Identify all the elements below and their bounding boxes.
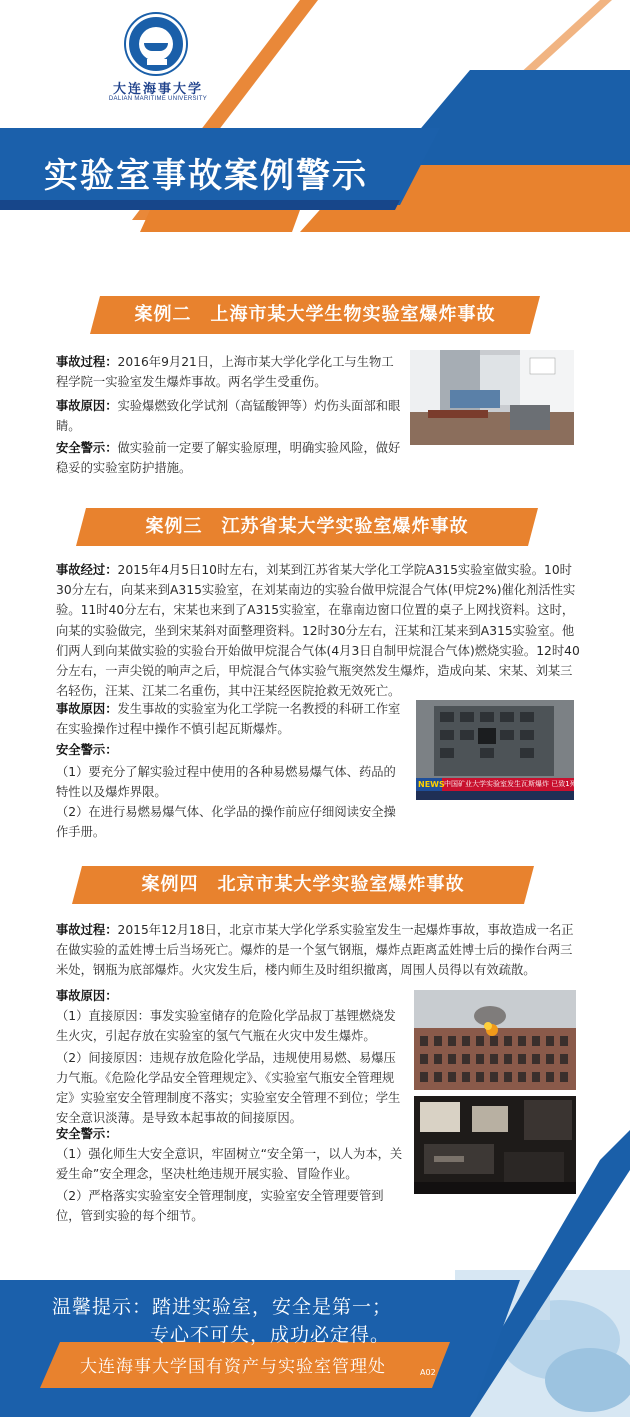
- case2-warning: [56, 438, 402, 478]
- case3-cause-label: 事故原因：: [56, 702, 118, 716]
- case4-cause-label: 事故原因：: [56, 989, 118, 1003]
- university-name: 大连海事大学: [112, 82, 203, 97]
- case2-warning-text: 做实验前一定要了解实验原理，明确实验风险，做好稳妥的实验室防护措施。: [56, 441, 401, 475]
- case3-banner-text: 案例三 江苏省某大学实验室爆炸事故: [145, 516, 469, 537]
- case4-banner-text: 案例四 北京市某大学实验室爆炸事故: [141, 874, 465, 895]
- case3-warning-label-row: [56, 740, 408, 760]
- case2-cause: [56, 396, 402, 436]
- case4-cause-label-row: [56, 986, 408, 1006]
- case3-banner: [76, 508, 538, 546]
- university-name-en: DALIAN MARITIME UNIVERSITY: [108, 96, 208, 102]
- case4-banner: [72, 866, 534, 904]
- case4-warning-label: 安全警示：: [56, 1127, 118, 1141]
- case4-cause-1: （1）直接原因：事发实验室储存的危险化学品叔丁基锂燃烧发生火灾，引起存放在实验室的氢气气瓶在火灾中发生爆炸。: [56, 1009, 396, 1043]
- news-logo: NEWS: [418, 780, 445, 789]
- case4-cause-2: （2）间接原因：违规存放危险化学品，违规使用易燃、易爆压力气瓶。《危险化学品安全管理规定》、《实验室气瓶安全管理规定》实验室安全管理制度不落实；实验室安全管理不到位；学生安全意识淡薄。是导致本起事故的间接原因。: [56, 1051, 401, 1125]
- case4-burned-lab-photo: [414, 1096, 576, 1194]
- university-logo: [126, 14, 186, 74]
- case4-process: [56, 920, 580, 980]
- footer-tip-line2: 专心不可失，成功必定得。: [150, 1324, 391, 1346]
- case2-cause-text: 实验爆燃致化学试剂（高锰酸钾等）灼伤头面部和眼睛。: [56, 399, 401, 433]
- case3-process-text: 2015年4月5日10时左右，刘某到江苏省某大学化工学院A315实验室做实验。10时30分左右，向某来到A315实验室，在刘某南边的实验台做甲烷混合气体(甲烷2%)催化剂活性实验。11时40分左右，宋某也来到了A315实验室，在靠南边窗口位置的桌子上网找资料。这时，向某的实验做完，坐到宋某斜对面整理资料。12时30分左右，汪某和江某来到A315实验室。他们两人到向某做实验的实验台开始做甲烷混合气体(4月3日自制甲烷混合气体)燃烧实验。12时40分左右，一声尖锐的响声之后，甲烷混合气体实验气瓶突然发生爆炸，造成向某、宋某、刘某三名轻伤，汪某、江某二名重伤，其中汪某经医院抢救无效死亡。: [56, 563, 580, 699]
- case4-process-text: 2015年12月18日，北京市某大学化学系实验室发生一起爆炸事故，事故造成一名正在做实验的孟姓博士后当场死亡。爆炸的是一个氢气钢瓶，爆炸点距离孟姓博士后的操作台两三米处，钢瓶为底部爆炸。火灾发生后，楼内师生及时组织撤离，周围人员得以有效疏散。: [56, 923, 574, 977]
- case2-banner-text: 案例二 上海市某大学生物实验室爆炸事故: [134, 304, 496, 325]
- case3-process: [56, 560, 580, 701]
- case2-process-label: 事故过程：: [56, 355, 118, 369]
- header-decoration: [0, 0, 630, 240]
- footer-organization: 大连海事大学国有资产与实验室管理处: [80, 1357, 386, 1377]
- case4-process-label: 事故过程：: [56, 923, 118, 937]
- case3-warning-1: （1）要充分了解实验过程中使用的各种易燃易爆气体、药品的特性以及爆炸界限。: [56, 765, 396, 799]
- case2-warning-label: 安全警示：: [56, 441, 118, 455]
- page-title: 实验室事故案例警示: [44, 156, 368, 196]
- case4-building-photo: [414, 990, 576, 1090]
- footer-tip-line1: 温馨提示：踏进实验室，安全是第一；: [52, 1296, 393, 1318]
- case4-warning-label-row: [56, 1124, 408, 1144]
- case3-process-label: 事故经过：: [56, 563, 118, 577]
- news-caption: 中国矿业大学实验室发生瓦斯爆炸 已致1死5伤: [444, 780, 589, 788]
- case3-cause-text: 发生事故的实验室为化工学院一名教授的科研工作室在实验操作过程中操作不慎引起瓦斯爆炸。: [56, 702, 401, 736]
- case3-cause: [56, 699, 408, 739]
- case3-warning-label: 安全警示：: [56, 743, 118, 757]
- case2-cause-label: 事故原因：: [56, 399, 118, 413]
- case3-warning-2: （2）在进行易燃易爆气体、化学品的操作前应仔细阅读安全操作手册。: [56, 805, 396, 839]
- case2-banner: [90, 296, 540, 334]
- case4-warning-1: （1）强化师生大安全意识，牢固树立“安全第一，以人为本，关爱生命”安全理念，坚决杜绝违规开展实验、冒险作业。: [56, 1147, 403, 1181]
- case2-lab-photo: [410, 350, 574, 445]
- footer-code: A02: [420, 1368, 436, 1377]
- case3-news-photo: [416, 700, 589, 800]
- case4-warning-2: （2）严格落实实验室安全管理制度，实验室安全管理要管到位，管到实验的每个细节。: [56, 1189, 384, 1223]
- case2-process: [56, 352, 402, 392]
- case2-process-text: 2016年9月21日，上海市某大学化学化工与生物工程学院一实验室发生爆炸事故。两名学生受重伤。: [56, 355, 394, 389]
